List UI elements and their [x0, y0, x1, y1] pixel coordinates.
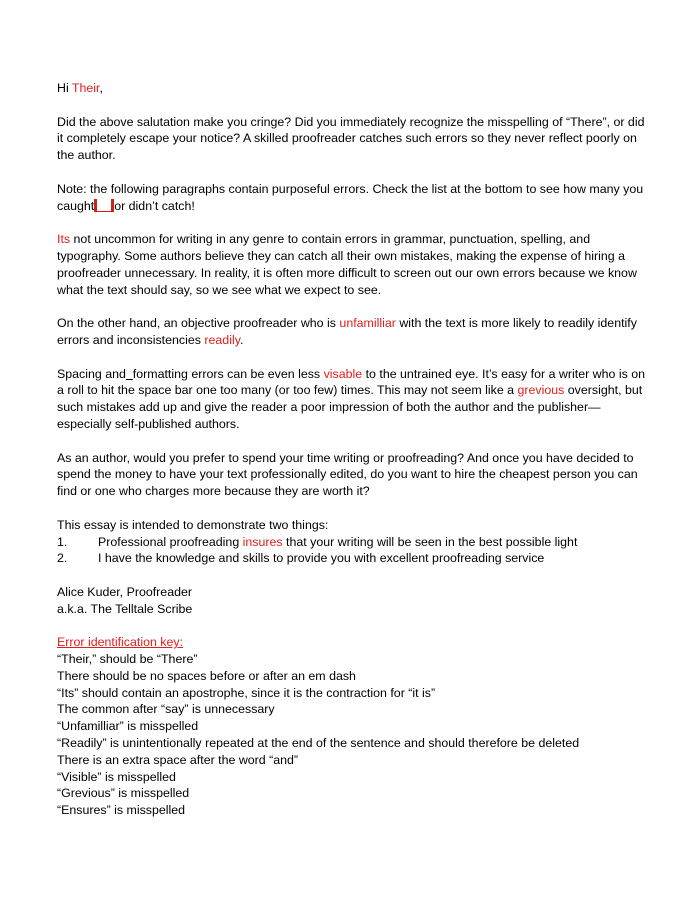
error-visable: visable — [323, 366, 363, 381]
paragraph-4-text-a: On the other hand, an objective proofreader who is — [57, 316, 340, 331]
paragraph-2 — [57, 181, 647, 215]
paragraph-3-text: not uncommon for writing in any genre to contain errors in grammar, punctuation, spelling, and typography. Some authors believe they can catch all their own mistakes, making the expense of hiring a proofreader unnecessary. In reality, it is often more difficult to screen out our own errors because we know what the text should say, so we see what we expect to see. — [57, 232, 637, 297]
paragraph-1: Did the above salutation make you cringe? Did you immediately recognize the misspelling of “There”, or did it completely escape your notice? A skilled proofreader catches such errors so they never reflect poorly on the author. — [57, 114, 645, 163]
list-item-1-text-a: Professional proofreading — [98, 534, 243, 549]
error-insures: insures — [242, 534, 283, 549]
error-key-item: “Unfamilliar” is misspelled — [57, 719, 199, 734]
list-item — [57, 534, 647, 551]
error-key-item: “Its” should contain an apostrophe, since it is the contraction for “it is” — [57, 685, 436, 700]
error-key-item: “Their,” should be “There” — [57, 652, 198, 667]
paragraph-4-text-c: . — [239, 332, 244, 347]
greeting-comma: , — [99, 81, 103, 95]
paragraph-3 — [57, 231, 647, 298]
list-number: 2. — [57, 551, 68, 566]
paragraph-5 — [57, 366, 647, 433]
error-grevious: grevious — [517, 383, 565, 398]
greeting — [57, 80, 647, 97]
greeting-name-error: Their — [71, 81, 100, 95]
paragraph-4-text-b: with the text is more likely to readily identify errors and inconsistencies — [57, 316, 637, 347]
list-intro: This essay is intended to demonstrate two things: — [57, 517, 329, 532]
list-item-1-text-b: that your writing will be seen in the best possible light — [282, 534, 578, 549]
numbered-list — [57, 517, 647, 567]
greeting-hi: Hi — [57, 81, 72, 95]
error-key — [57, 634, 647, 819]
list-text: I have the knowledge and skills to provide you with excellent proofreading service — [98, 551, 545, 566]
error-its: Its — [57, 232, 71, 247]
paragraph-5-text-a: Spacing and — [57, 366, 126, 381]
paragraph-5-text-c: to the untrained eye. It’s easy for a writer who is on a roll to hit the space bar one too many (or too few) times. This may not seem like a — [57, 366, 645, 398]
paragraph-2-text-b: or didn’t catch! — [114, 198, 195, 213]
paragraph-5-text-d: oversight, but such mistakes add up and give the reader a poor impression of both the author and the publisher—especially self-published authors. — [57, 383, 643, 431]
list-number: 1. — [57, 534, 68, 549]
error-key-item: The common after “say” is unnecessary — [57, 702, 275, 717]
error-key-item: There should be no spaces before or after an em dash — [57, 668, 356, 683]
error-readily: readily — [204, 332, 240, 347]
paragraph-5-text-b: formatting errors can be even less — [132, 366, 324, 381]
signature-alias: a.k.a. The Telltale Scribe — [57, 601, 193, 616]
letter-body — [57, 80, 647, 819]
error-key-item: There is an extra space after the word “and” — [57, 752, 299, 767]
extra-space-underline — [126, 367, 133, 381]
list-item — [57, 550, 647, 567]
paragraph-4 — [57, 315, 647, 349]
list-text — [98, 534, 577, 551]
paragraph-2-text-a: Note: the following paragraphs contain purposeful errors. Check the list at the bottom to see how many you caught — [57, 181, 644, 213]
error-key-item: “Visible” is misspelled — [57, 769, 176, 784]
signature — [57, 584, 647, 618]
error-unfamilliar: unfamilliar — [339, 316, 396, 331]
error-key-item: “Grevious” is misspelled — [57, 786, 190, 801]
error-key-item: “Ensures” is misspelled — [57, 803, 186, 818]
error-key-title: Error identification key: — [57, 635, 184, 650]
em-dash-highlight — [97, 198, 111, 212]
paragraph-6: As an author, would you prefer to spend your time writing or proofreading? And once you have decided to spend the money to have your text professionally edited, do you want to hire the cheapest person you can find or one who charges more because they are worth it? — [57, 450, 638, 499]
error-key-item: “Readily” is unintentionally repeated at the end of the sentence and should therefore be deleted — [57, 736, 580, 751]
signature-name: Alice Kuder, Proofreader — [57, 584, 192, 599]
